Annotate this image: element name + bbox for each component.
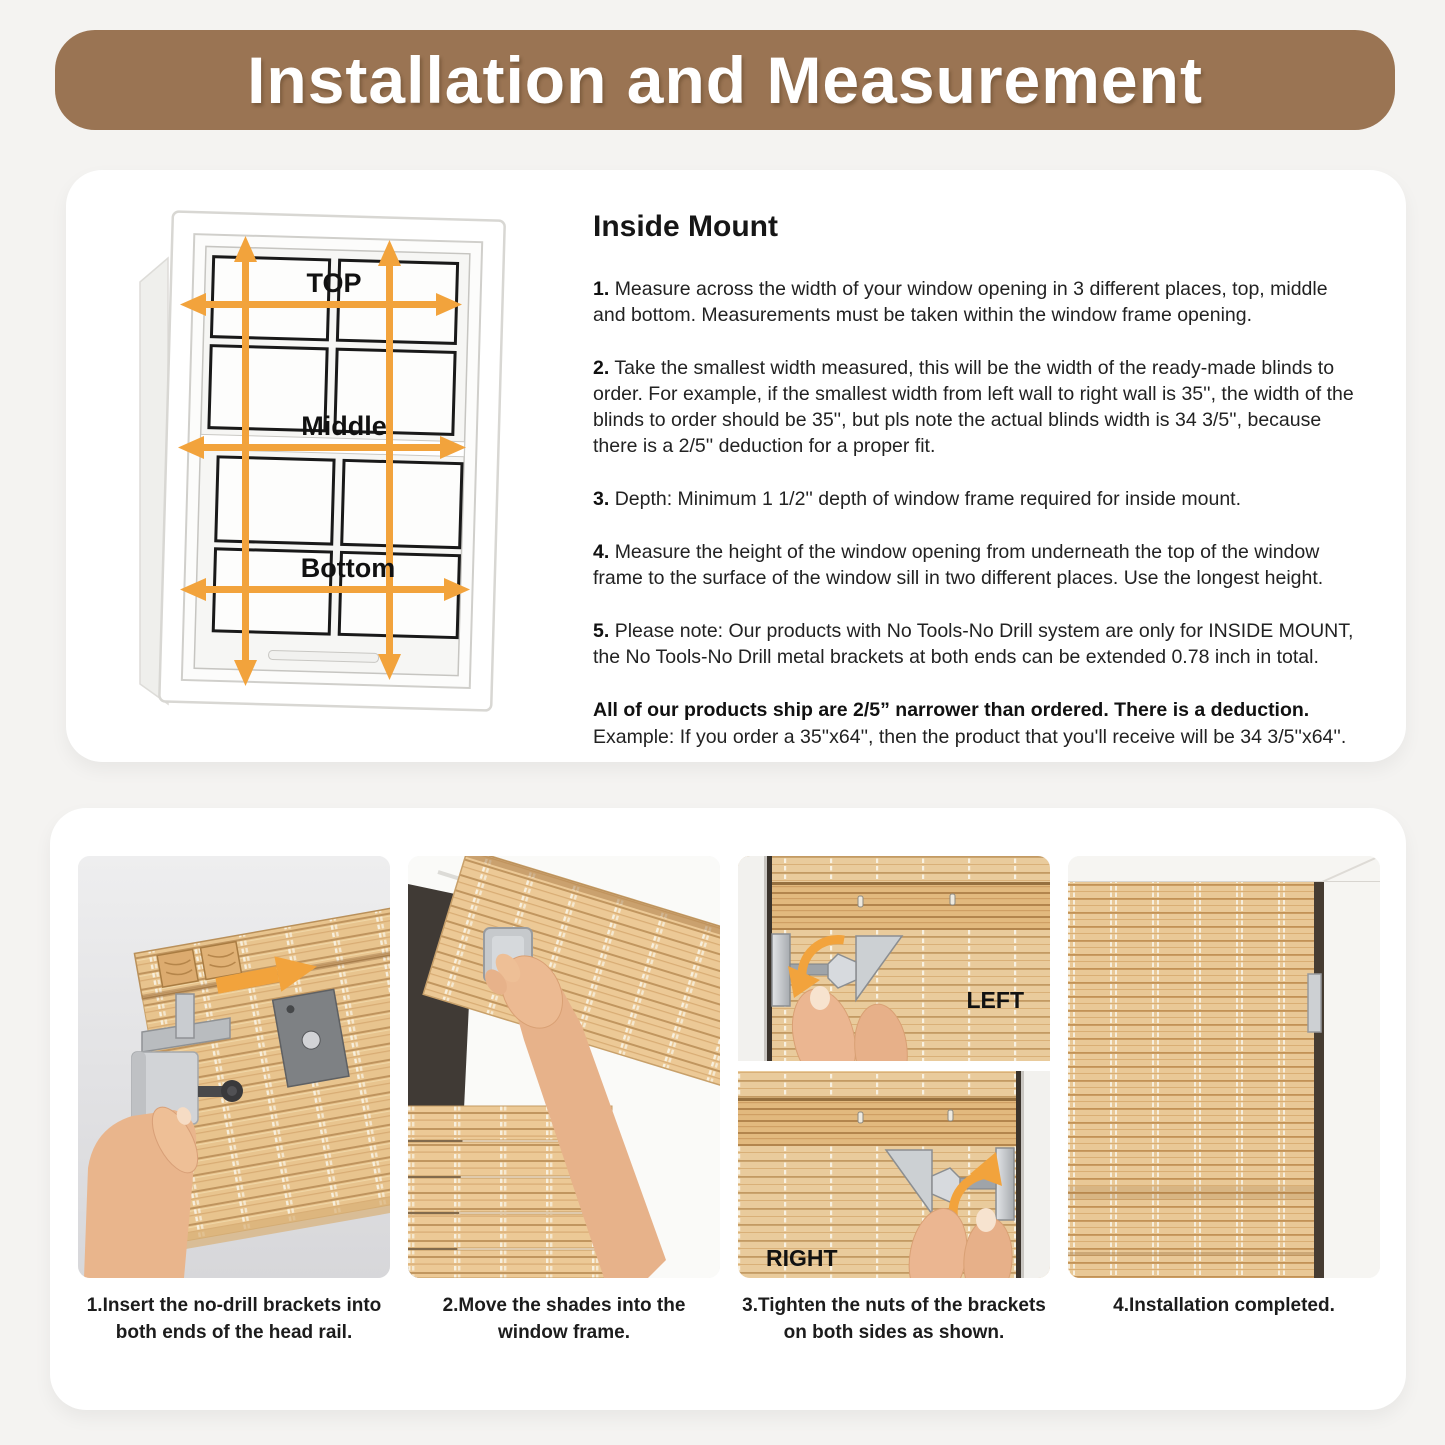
photo-step-1	[78, 856, 390, 1278]
caption-step-1: 1.Insert the no-drill brackets into both ends of the head rail.	[86, 1295, 382, 1343]
step-2: 2. Take the smallest width measured, this will be the width of the ready-made blinds to order. For example, if the smallest width from left wall to right wall is 35'', the width of the blinds to order should be 35'', but pls note the actual blinds width is 34 3/5'', because there is a 2/5'' deduction for a proper fit.	[593, 357, 1354, 457]
measurement-panel	[66, 170, 1406, 762]
subphoto-divider	[738, 1061, 1050, 1071]
page-title: Installation and Measurement	[247, 43, 1203, 117]
photo-step-2-illustration	[408, 856, 720, 1278]
label-left: LEFT	[966, 987, 1024, 1013]
step-4: 4. Measure the height of the window opening from underneath the top of the window frame to the surface of the window sill in two different places. Use the longest height.	[593, 541, 1324, 589]
label-top: TOP	[306, 268, 362, 298]
step-1: 1. Measure across the width of your window opening in 3 different places, top, middle and bottom. Measurements must be taken within the window frame opening.	[593, 278, 1328, 326]
photo-step-4	[1068, 856, 1380, 1278]
caption-step-3: 3.Tighten the nuts of the brackets on both sides as shown.	[742, 1295, 1046, 1343]
label-middle: Middle	[301, 411, 387, 441]
photo-step-3	[738, 856, 1050, 1278]
caption-step-4: 4.Installation completed.	[1113, 1295, 1335, 1316]
label-right: RIGHT	[766, 1245, 838, 1271]
header-banner	[55, 30, 1395, 130]
caption-step-2: 2.Move the shades into the window frame.	[442, 1295, 686, 1343]
head-rail	[772, 882, 1050, 930]
installation-panel	[50, 808, 1406, 1410]
side-bracket	[1308, 974, 1321, 1032]
step-3: 3. Depth: Minimum 1 1/2'' depth of window frame required for inside mount.	[593, 488, 1242, 510]
photo-step-3-illustration	[738, 856, 1050, 1278]
inside-mount-instructions	[593, 210, 1359, 751]
photo-step-2	[408, 856, 720, 1278]
installed-shade	[1068, 882, 1314, 1278]
head-rail	[738, 1098, 1016, 1146]
right-bracket-subphoto	[738, 1071, 1050, 1278]
inside-mount-heading: Inside Mount	[593, 210, 778, 243]
window-measurement-diagram	[94, 186, 566, 748]
photo-step-1-illustration	[78, 856, 390, 1278]
step-5: 5. Please note: Our products with No Tools-No Drill system are only for INSIDE MOUNT, the No Tools-No Drill metal brackets at both ends can be extended 0.78 inch in total.	[593, 620, 1354, 668]
photo-step-4-illustration	[1068, 856, 1380, 1278]
label-bottom: Bottom	[300, 553, 396, 583]
deduction-note: All of our products ship are 2/5” narrower than ordered. There is a deduction. Example: If you order a 35''x64'', then the product that you'll receive will be 34 3/5''x64''.	[593, 699, 1347, 748]
